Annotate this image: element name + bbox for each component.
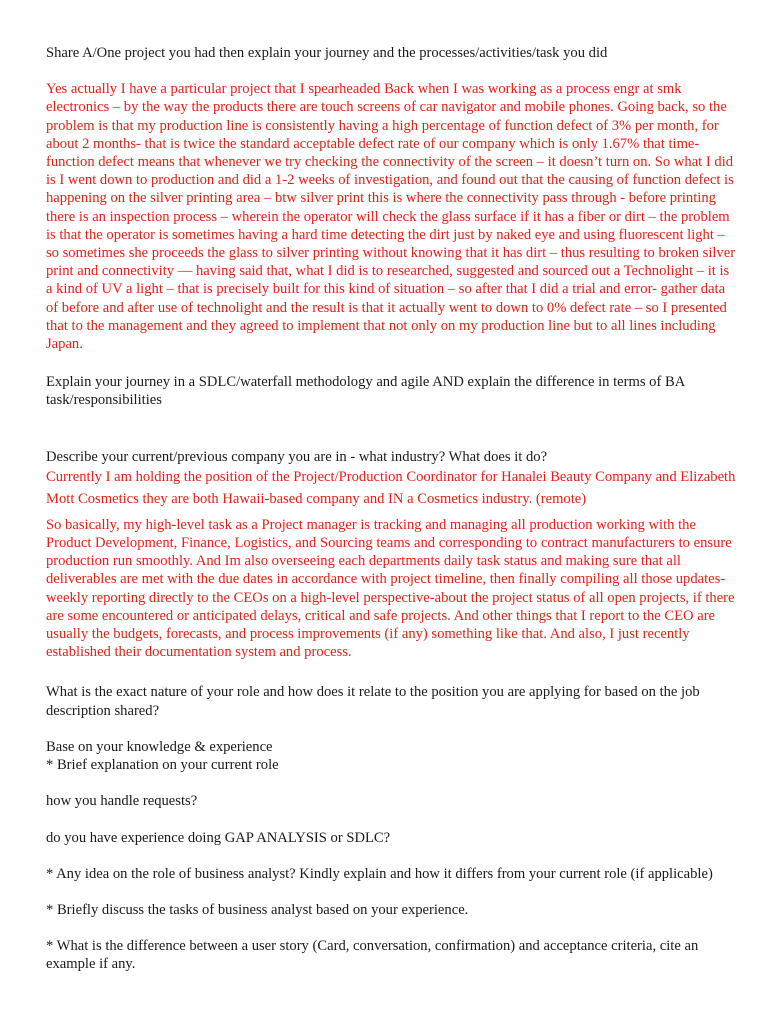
question-knowledge-experience: Base on your knowledge & experience <box>46 738 273 755</box>
question-role-nature: What is the exact nature of your role and how does it relate to the position you are applying for based on the job description shared? <box>46 684 700 719</box>
document-page <box>46 44 736 974</box>
question-current-company: Describe your current/previous company you are in - what industry? What does it do? <box>46 448 548 465</box>
question-handle-requests: how you handle requests? <box>46 793 198 810</box>
answer-current-company: Currently I am holding the position of the Project/Production Coordinator for Hanalei Beauty Company and Elizabeth Mott Cosmetics they are both Hawaii-based company and IN a Cosmetics industry. (remote) <box>46 468 736 507</box>
question-share-project: Share A/One project you had then explain your journey and the processes/activities/task you did <box>46 45 608 61</box>
question-sdlc-journey: Explain your journey in a SDLC/waterfall methodology and agile AND explain the difference in terms of BA task/responsibilities <box>46 374 685 409</box>
question-ba-tasks: * Briefly discuss the tasks of business analyst based on your experience. <box>46 901 469 918</box>
answer-share-project: Yes actually I have a particular project that I spearheaded Back when I was working as a process engr at smk electronics – by the way the products there are touch screens of car navigator and mobile phones. Going back, so the problem is that my production line is consistently having a high percentage of function defect of 3% per month, for about 2 months- that is twice the standard acceptable defect rate of our company which is only 1.67% that time- function defect means that whenever we try checking the connectivity of the screen – it doesn’t turn on. So what I did is I went down to production and did a 1-2 weeks of investigation, and found out that the causing of function defect is happening on the silver printing area – btw silver print this is where the connectivity pass through - before printing there is an inspection process – wherein the operator will check the glass surface if it has a fiber or dirt – the problem is that the operator is sometimes having a hard time detecting the dirt just by naked eye and using fluorescent light – so sometimes she proceeds the glass to silver printing without knowing that it has dirt – thus resulting to broken silver print and connectivity — having said that, what I did is to researched, suggested and sourced out a Technolight – it is a kind of UV a light – that is precisely built for this kind of situation – so after that I did a trial and error- gather data of before and after use of technolight and the result is that it actually went to down to 0% defect rate – so I presented that to the management and they agreed to implement that not only on my production line but to all lines including Japan. <box>46 81 736 353</box>
question-ba-role: * Any idea on the role of business analyst? Kindly explain and how it differs from your current role (if applicable) <box>46 865 713 882</box>
question-gap-analysis: do you have experience doing GAP ANALYSIS or SDLC? <box>46 829 391 846</box>
answer-role-description: So basically, my high-level task as a Project manager is tracking and managing all production working with the Product Development, Finance, Logistics, and Sourcing teams and corresponding to contract manufacturers to ensure production run smoothly. And Im also overseeing each departments daily task status and making sure that all deliverables are met with the due dates in accordance with project timeline, then finally compiling all those updates- weekly reporting directly to the CEOs on a high-level perspective-about the project status of all open projects, if there are some encountered or anticipated delays, critical and safe projects. And other things that I report to the CEO are usually the budgets, forecasts, and process improvements (if any) something like that. And also, I just recently established their documentation system and process. <box>46 516 735 661</box>
question-current-role-brief: * Brief explanation on your current role <box>46 757 279 774</box>
question-user-story: * What is the difference between a user story (Card, conversation, confirmation) and acceptance criteria, cite an example if any. <box>46 938 699 973</box>
